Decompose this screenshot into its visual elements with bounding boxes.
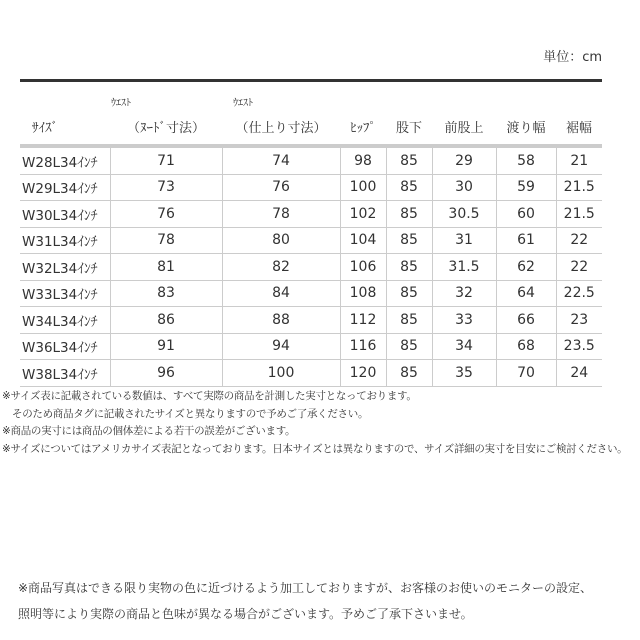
bottom-notes	[18, 575, 592, 627]
table-cell: W29L34ｲﾝﾁ	[20, 174, 110, 201]
table-cell: 96	[110, 360, 222, 387]
table-cell: 85	[386, 174, 432, 201]
table-cell: 22.5	[556, 280, 602, 307]
table-cell: 112	[340, 307, 386, 334]
table-cell: 59	[496, 174, 556, 201]
header-size: ｻｲｽﾞ	[20, 81, 110, 147]
table-cell: 70	[496, 360, 556, 387]
header-waist-finish	[222, 81, 340, 147]
note-1: ※サイズ表に記載されている数値は、すべて実際の商品を計測した実寸となっております。	[2, 390, 417, 402]
table-cell: 22	[556, 227, 602, 254]
table-cell: 81	[110, 254, 222, 281]
table-cell: 80	[222, 227, 340, 254]
header-hip: ﾋｯﾌﾟ	[340, 81, 386, 147]
table-cell: 22	[556, 254, 602, 281]
table-cell: 30	[432, 174, 496, 201]
table-cell: 32	[432, 280, 496, 307]
table-cell: 30.5	[432, 201, 496, 228]
table-cell: 85	[386, 360, 432, 387]
table-cell: 62	[496, 254, 556, 281]
table-row	[20, 254, 602, 281]
table-cell: W31L34ｲﾝﾁ	[20, 227, 110, 254]
table-row	[20, 146, 602, 174]
table-cell: 76	[110, 201, 222, 228]
table-cell: W32L34ｲﾝﾁ	[20, 254, 110, 281]
table-cell: 85	[386, 254, 432, 281]
table-cell: 61	[496, 227, 556, 254]
table-cell: 100	[340, 174, 386, 201]
header-front-rise: 前股上	[432, 81, 496, 147]
table-cell: 68	[496, 333, 556, 360]
notes	[2, 388, 627, 458]
note-2: そのため商品タグに記載されたサイズと異なりますので予めご了承ください。	[12, 407, 369, 420]
header-thigh: 渡り幅	[496, 81, 556, 147]
table-cell: 31.5	[432, 254, 496, 281]
table-cell: 31	[432, 227, 496, 254]
header-hem: 裾幅	[556, 81, 602, 147]
table-row	[20, 307, 602, 334]
header-waist-finish-label: （仕上り寸法）	[235, 121, 327, 136]
table-row	[20, 227, 602, 254]
header-waist-finish-top: ｳｴｽﾄ	[233, 98, 253, 109]
header-waist-nude-label: （ﾇｰﾄﾞ寸法）	[126, 121, 205, 136]
table-row	[20, 201, 602, 228]
table-cell: 83	[110, 280, 222, 307]
table-cell: 104	[340, 227, 386, 254]
table-cell: 23.5	[556, 333, 602, 360]
table-cell: 21.5	[556, 174, 602, 201]
table-cell: 116	[340, 333, 386, 360]
table-cell: 86	[110, 307, 222, 334]
note-3: ※商品の実寸には商品の個体差による若干の誤差がございます。	[2, 425, 296, 437]
table-cell: W33L34ｲﾝﾁ	[20, 280, 110, 307]
table-cell: 78	[222, 201, 340, 228]
table-cell: 85	[386, 227, 432, 254]
header-inseam: 股下	[386, 81, 432, 147]
table-cell: 102	[340, 201, 386, 228]
table-cell: 91	[110, 333, 222, 360]
table-cell: 85	[386, 280, 432, 307]
table-cell: 100	[222, 360, 340, 387]
table-cell: 21.5	[556, 201, 602, 228]
header-row	[20, 81, 602, 147]
table-cell: 98	[340, 146, 386, 174]
unit-label: 単位：cm	[543, 50, 602, 65]
table-cell: 33	[432, 307, 496, 334]
table-cell: 71	[110, 146, 222, 174]
table-cell: 21	[556, 146, 602, 174]
header-waist-nude	[110, 81, 222, 147]
size-table	[20, 79, 602, 387]
note-4: ※サイズについてはアメリカサイズ表記となっております。日本サイズとは異なりますので、サイズ詳細の実寸を目安にご検討ください。	[2, 442, 628, 455]
table-cell: W34L34ｲﾝﾁ	[20, 307, 110, 334]
table-cell: 73	[110, 174, 222, 201]
table-cell: W28L34ｲﾝﾁ	[20, 146, 110, 174]
table-cell: 85	[386, 333, 432, 360]
table-row	[20, 333, 602, 360]
table-cell: 85	[386, 201, 432, 228]
table-cell: W36L34ｲﾝﾁ	[20, 333, 110, 360]
table-cell: 78	[110, 227, 222, 254]
table-cell: 108	[340, 280, 386, 307]
table-cell: 88	[222, 307, 340, 334]
table-cell: 94	[222, 333, 340, 360]
table-row	[20, 174, 602, 201]
table-cell: 82	[222, 254, 340, 281]
table-cell: 24	[556, 360, 602, 387]
table-cell: 74	[222, 146, 340, 174]
table-cell: W38L34ｲﾝﾁ	[20, 360, 110, 387]
table-cell: 85	[386, 146, 432, 174]
table-cell: 84	[222, 280, 340, 307]
table-cell: 120	[340, 360, 386, 387]
header-waist-nude-top: ｳｴｽﾄ	[111, 98, 131, 109]
table-row	[20, 360, 602, 387]
table-cell: 64	[496, 280, 556, 307]
bottom-note-2: 照明等により実際の商品と色味が異なる場合がございます。予めご了承下さいませ。	[18, 607, 473, 621]
table-cell: 60	[496, 201, 556, 228]
table-row	[20, 280, 602, 307]
table-cell: 85	[386, 307, 432, 334]
table-cell: 106	[340, 254, 386, 281]
table-cell: 58	[496, 146, 556, 174]
table-cell: 23	[556, 307, 602, 334]
table-cell: W30L34ｲﾝﾁ	[20, 201, 110, 228]
table-cell: 35	[432, 360, 496, 387]
table-cell: 66	[496, 307, 556, 334]
table-cell: 29	[432, 146, 496, 174]
table-cell: 34	[432, 333, 496, 360]
table-cell: 76	[222, 174, 340, 201]
bottom-note-1: ※商品写真はできる限り実物の色に近づけるよう加工しておりますが、お客様のお使いのモニターの設定、	[18, 581, 593, 595]
